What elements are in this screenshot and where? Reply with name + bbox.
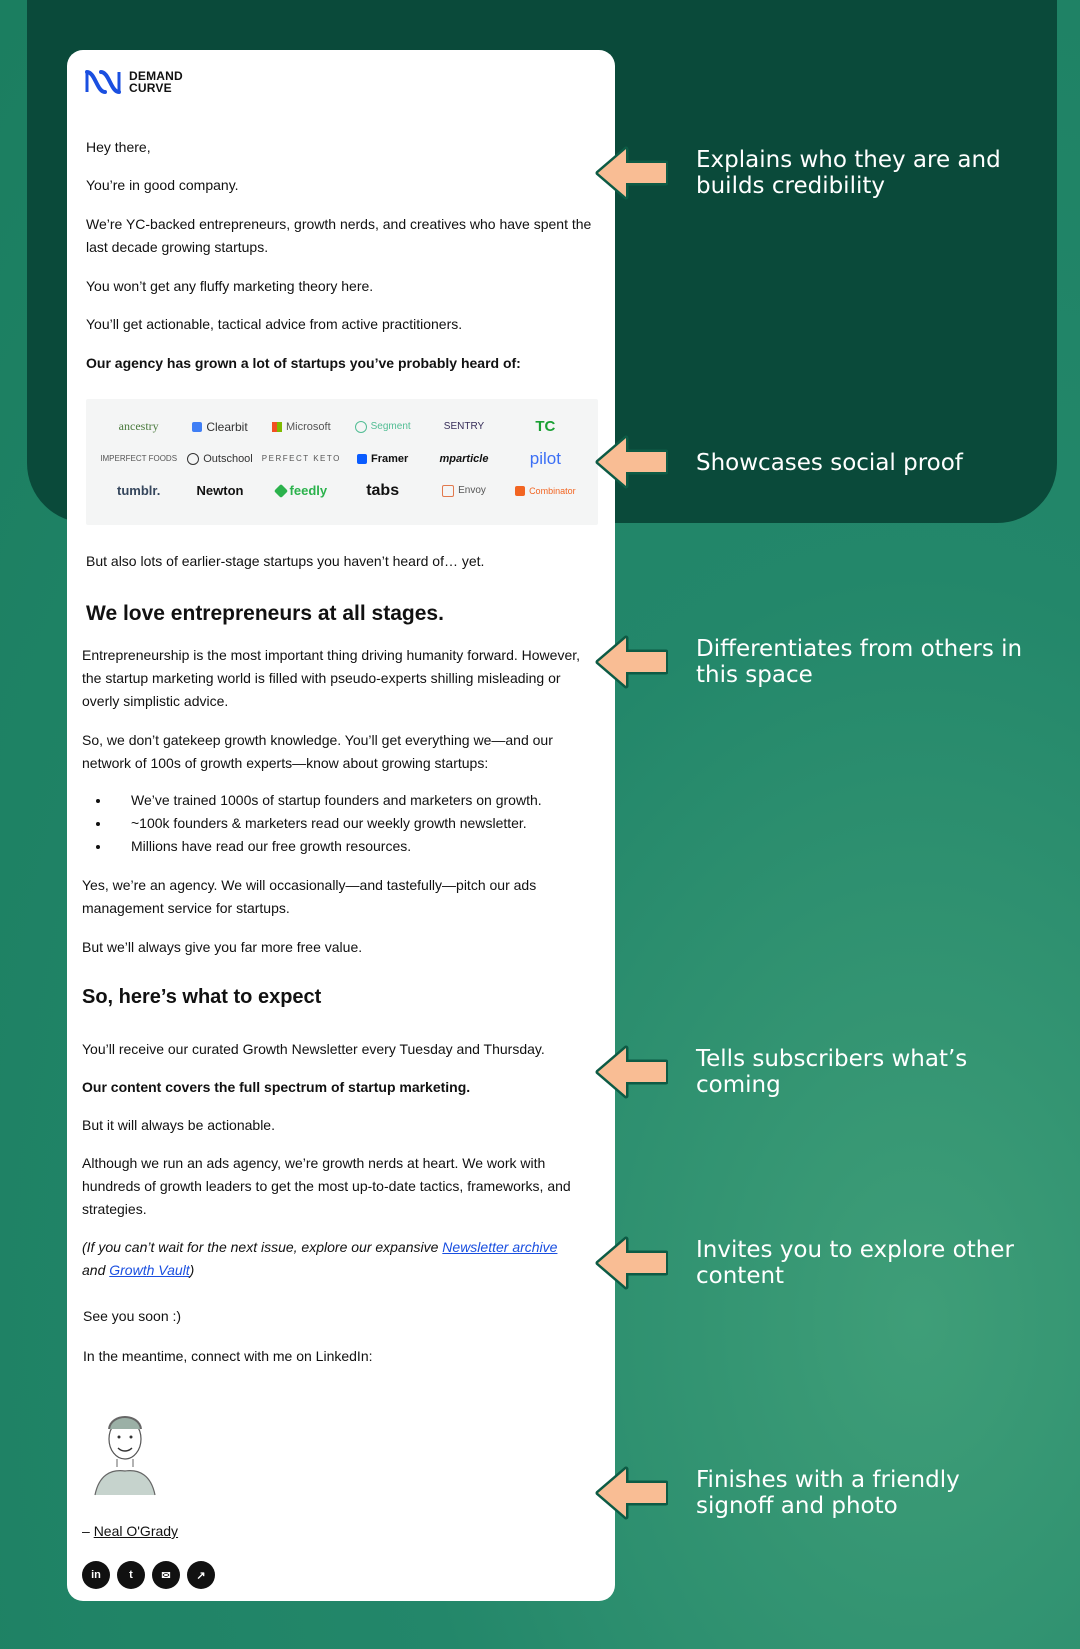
logo-microsoft: Microsoft [261,417,342,436]
who-we-are-text: We’re YC-backed entrepreneurs, growth nerds, and creatives who have spent the last decade growing startups. [86,216,592,255]
earlier-stage-text: But also lots of earlier-stage startups you haven’t heard of… yet. [86,553,485,569]
logo-outschool: Outschool [179,449,260,468]
logo-imperfect-foods: IMPERFECT FOODS [100,454,178,463]
logo-newton: Newton [196,483,244,498]
actionable-text: You’ll get actionable, tactical advice from active practitioners. [86,316,463,332]
see-you-soon-text: See you soon :) [83,1308,182,1324]
social-links [82,1561,215,1589]
callout-credibility: Explains who they are and builds credibility [696,147,1001,199]
external-link-icon[interactable]: ↗ [187,1561,215,1589]
logo-y-combinator: Combinator [505,481,586,500]
logo-pilot: pilot [529,448,561,468]
author-photo [89,1405,161,1497]
good-company-text: You’re in good company. [86,177,239,193]
email-card [67,50,615,1601]
newsletter-schedule-text: You’ll receive our curated Growth Newsletter every Tuesday and Thursday. [82,1041,545,1057]
client-logos-panel [86,399,598,525]
arrow-left-icon [592,145,668,201]
logo-sentry: SENTRY [443,421,485,432]
newsletter-archive-link[interactable]: Newsletter archive [442,1239,558,1255]
arrow-left-icon [592,1044,668,1100]
email-icon[interactable]: ✉ [152,1561,180,1589]
logo-ancestry: ancestry [118,419,159,433]
free-value-text: But we’ll always give you far more free value. [82,939,363,955]
always-actionable-text: But it will always be actionable. [82,1117,275,1133]
no-fluff-text: You won’t get any fluffy marketing theory here. [86,278,374,294]
logo-clearbit: Clearbit [179,417,260,436]
gatekeep-text: So, we don’t gatekeep growth knowledge. You’ll get everything we—and our network of 100s of growth experts—know about growing startups: [82,732,553,771]
heading-what-to-expect: So, here’s what to expect [82,986,322,1008]
arrow-left-icon [592,634,668,690]
explore-text [82,1236,582,1282]
callout-signoff: Finishes with a friendly signoff and photo [696,1467,960,1519]
entrepreneurship-text: Entrepreneurship is the most important thing driving humanity forward. However, the startup marketing world is filled with pseudo-experts shilling misleading or overly simplistic advice. [82,647,581,709]
bullet-item: • Millions have read our free growth resources. [111,835,591,858]
linkedin-invite-text: In the meantime, connect with me on LinkedIn: [83,1348,373,1364]
explore-prefix: (If you can’t wait for the next issue, explore our expansive [82,1239,443,1255]
agency-text: Our agency has grown a lot of startups you’ve probably heard of: [86,355,521,371]
growth-vault-link[interactable]: Growth Vault [109,1262,190,1278]
arrow-left-icon [592,1235,668,1291]
arrow-left-icon [592,1465,668,1521]
callout-social-proof: Showcases social proof [696,450,963,476]
demand-curve-logo [85,68,183,96]
arrow-left-icon [592,434,668,490]
logo-mparticle: mparticle [439,452,489,465]
logo-feedly: feedly [261,481,342,500]
logo-perfect-keto: PERFECT KETO [261,454,341,463]
logo-segment: Segment [342,417,423,436]
twitter-icon[interactable]: t [117,1561,145,1589]
linkedin-icon[interactable]: in [82,1561,110,1589]
bullet-list [89,789,591,858]
bullet-item: • ~100k founders & marketers read our weekly growth newsletter. [111,812,591,835]
growth-nerds-text: Although we run an ads agency, we’re growth nerds at heart. We work with hundreds of growth leaders to get the most up-to-date tactics, frameworks, and strategies. [82,1155,571,1217]
logo-tabs: tabs [366,481,400,499]
callout-explore-content: Invites you to explore other content [696,1237,1014,1289]
logo-line-2: CURVE [129,81,172,95]
explore-middle: and [82,1262,110,1278]
signature [82,1523,178,1539]
logo-envoy: Envoy [423,481,504,500]
greeting: Hey there, [86,139,151,155]
bullet-item: • We’ve trained 1000s of startup founders and marketers on growth. [111,789,591,812]
heading-love-entrepreneurs: We love entrepreneurs at all stages. [86,602,444,625]
callout-whats-coming: Tells subscribers what’s coming [696,1046,968,1098]
author-name-link[interactable]: Neal O'Grady [93,1523,179,1539]
logo-framer: Framer [342,449,423,468]
explore-suffix: ) [189,1262,195,1278]
demand-curve-icon [85,68,121,96]
signature-dash: – [82,1523,94,1539]
callout-differentiates: Differentiates from others in this space [696,636,1023,688]
logo-line-1: DEMAND [129,69,183,83]
logo-text [129,70,183,94]
logo-tumblr: tumblr. [116,483,161,498]
logo-techcrunch: TC [535,418,556,435]
agency-pitch-text: Yes, we’re an agency. We will occasionally—and tastefully—pitch our ads management service for startups. [82,877,537,916]
content-coverage-text: Our content covers the full spectrum of startup marketing. [82,1079,471,1095]
